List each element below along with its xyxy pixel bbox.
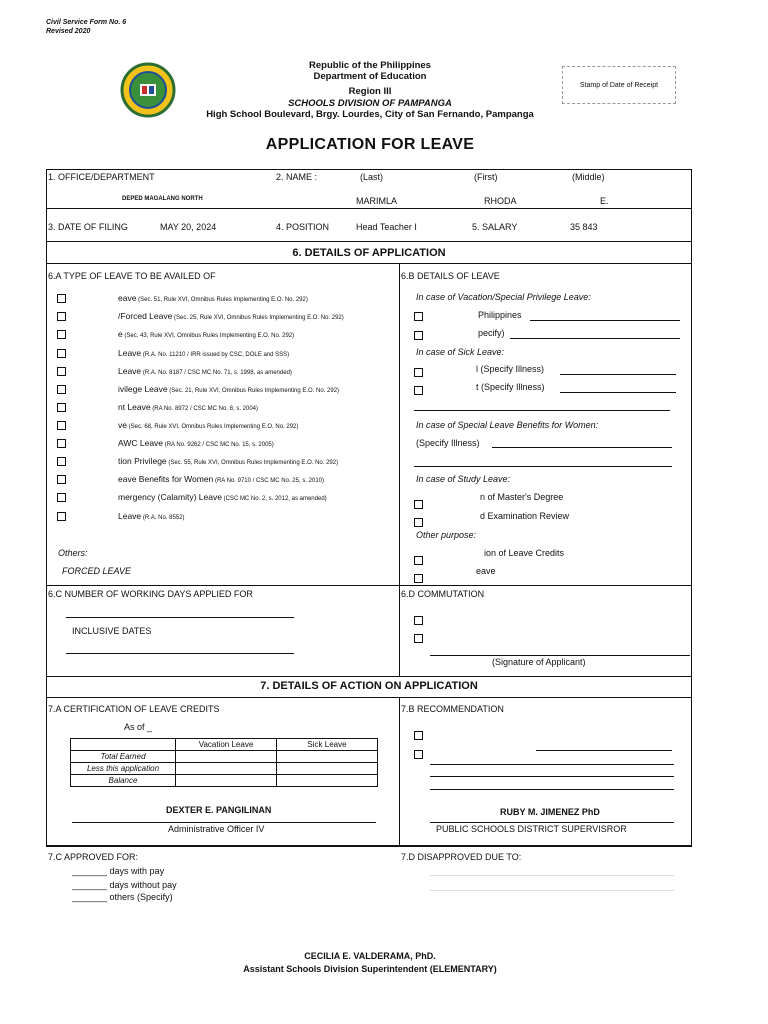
leave-type-legal-basis: (CSC MC No. 2, s. 2012, as amended) <box>221 496 327 502</box>
certifier-signature-line[interactable] <box>72 822 376 823</box>
signature-label: (Signature of Applicant) <box>492 657 586 667</box>
leave-type-legal-basis: (R.A. No. 8187 / CSC MC No. 71, s. 1998, as amended) <box>141 370 292 376</box>
section6d-label: 6.D COMMUTATION <box>401 589 485 599</box>
leave-type-label: eave Benefits for Women <box>118 474 214 484</box>
as-of-label: As of _ <box>124 722 153 732</box>
leave-type-item <box>118 492 327 504</box>
leave-type-label: mergency (Calamity) Leave <box>118 492 222 502</box>
leave-type-legal-basis: (RA No. 9262 / CSC MC No. 15, s. 2005) <box>163 442 274 448</box>
divider <box>46 846 692 847</box>
approver-name: CECILIA E. VALDERAMA, PhD. <box>304 951 436 961</box>
sick-extra-line[interactable] <box>414 410 670 411</box>
study-bar-review-checkbox[interactable] <box>414 518 423 527</box>
leave-type-legal-basis: (Sec. 51, Rule XVI, Omnibus Rules Implementing E.O. No. 292) <box>136 297 308 303</box>
table-row <box>71 775 378 787</box>
leave-type-legal-basis: (Sec. 68, Rule XVI, Omnibus Rules Implementing E.O. No. 292) <box>126 424 299 430</box>
leave-type-label: Leave <box>118 511 142 521</box>
section7a-label: 7.A CERTIFICATION OF LEAVE CREDITS <box>48 704 220 714</box>
vacation-opt2-label: pecify) <box>478 328 505 338</box>
section7c-label: 7.C APPROVED FOR: <box>48 852 139 862</box>
women-extra-line[interactable] <box>414 466 672 467</box>
women-opt-label: (Specify Illness) <box>416 438 480 448</box>
vacation-abroad-checkbox[interactable] <box>414 331 423 340</box>
sick-hospital-checkbox[interactable] <box>414 368 423 377</box>
divider <box>46 676 692 677</box>
header-division: SCHOOLS DIVISION OF PAMPANGA <box>288 98 452 109</box>
stamp-receipt-box: Stamp of Date of Receipt <box>562 66 676 104</box>
recommender-title: PUBLIC SCHOOLS DISTRICT SUPERVISROR <box>436 824 627 834</box>
leave-type-checkbox[interactable] <box>57 421 66 430</box>
other-opt2-label: eave <box>476 566 496 576</box>
leave-type-label: Leave <box>118 366 142 376</box>
deped-seal-logo <box>120 62 176 118</box>
leave-type-legal-basis: (RA No. 8972 / CSC MC No. 8, s. 2004) <box>150 406 259 412</box>
sick-balance-cell[interactable] <box>277 775 378 787</box>
leave-type-label: eave <box>118 293 137 303</box>
disapproved-reason-line-2[interactable] <box>430 890 674 891</box>
section6b-label: 6.B DETAILS OF LEAVE <box>401 271 500 281</box>
office-value[interactable]: DEPED MAGALANG NORTH <box>122 196 203 202</box>
last-name-value[interactable]: MARIMLA <box>356 196 398 206</box>
leave-type-item <box>118 474 324 486</box>
leave-type-item <box>118 329 294 341</box>
salary-value[interactable]: 35 843 <box>570 222 598 232</box>
leave-type-checkbox[interactable] <box>57 403 66 412</box>
leave-type-checkbox[interactable] <box>57 312 66 321</box>
position-label: 4. POSITION <box>276 222 330 232</box>
middle-name-value[interactable]: E. <box>600 196 609 206</box>
section7-title: 7. DETAILS OF ACTION ON APPLICATION <box>260 680 478 692</box>
inclusive-dates-line[interactable] <box>66 653 294 654</box>
sick-heading: In case of Sick Leave: <box>416 347 505 357</box>
recommendation-line-1[interactable] <box>430 764 674 765</box>
salary-label: 5. SALARY <box>472 222 518 232</box>
name-label: 2. NAME : <box>276 172 318 182</box>
leave-type-legal-basis: (Sec. 25, Rule XVI, Omnibus Rules Implementing E.O. No. 292) <box>172 315 344 321</box>
for-disapproval-checkbox[interactable] <box>414 750 423 759</box>
others-value[interactable]: FORCED LEAVE <box>62 566 132 576</box>
leave-type-label: ivilege Leave <box>118 384 168 394</box>
others-label: Others: <box>58 548 88 558</box>
recommendation-line-2[interactable] <box>430 776 674 777</box>
monetization-checkbox[interactable] <box>414 556 423 565</box>
first-name-label: (First) <box>474 172 498 182</box>
table-header: Vacation Leave <box>176 739 277 751</box>
leave-type-legal-basis: (Sec. 21, Rule XVI, Omnibus Rules Implementing E.O. No. 292) <box>167 388 340 394</box>
leave-type-checkbox[interactable] <box>57 512 66 521</box>
section7b-label: 7.B RECOMMENDATION <box>401 704 504 714</box>
divider <box>46 241 692 242</box>
table-header: Sick Leave <box>277 739 378 751</box>
sick-less-cell[interactable] <box>277 763 378 775</box>
leave-type-item <box>118 402 258 414</box>
sick-opt1-label: l (Specify Illness) <box>476 364 545 374</box>
leave-type-item <box>118 348 289 360</box>
form-number: Civil Service Form No. 6 Revised 2020 <box>46 19 127 35</box>
recommender-name: RUBY M. JIMENEZ PhD <box>500 807 600 817</box>
section6a-label: 6.A TYPE OF LEAVE TO BE AVAILED OF <box>48 271 216 281</box>
divider <box>46 263 692 264</box>
sick-opt2-label: t (Specify Illness) <box>476 382 545 392</box>
leave-type-checkbox[interactable] <box>57 294 66 303</box>
study-opt1-label: n of Master's Degree <box>480 492 564 502</box>
sick-hospital-line[interactable] <box>560 374 676 375</box>
section6-title: 6. DETAILS OF APPLICATION <box>292 247 446 259</box>
leave-type-checkbox[interactable] <box>57 367 66 376</box>
study-opt2-label: d Examination Review <box>480 511 570 521</box>
table-row <box>71 739 378 751</box>
table-row <box>71 763 378 775</box>
column-divider <box>399 698 400 846</box>
divider <box>46 697 692 698</box>
first-name-value[interactable]: RHODA <box>484 196 517 206</box>
leave-type-item <box>118 456 338 468</box>
leave-type-label: tion Privilege <box>118 456 167 466</box>
leave-type-label: /Forced Leave <box>118 311 173 321</box>
leave-type-item <box>118 366 292 378</box>
leave-type-label: AWC Leave <box>118 438 164 448</box>
disapproval-reason-line[interactable] <box>536 750 672 751</box>
form-title: APPLICATION FOR LEAVE <box>265 136 475 153</box>
vacation-opt1-label: Philippines <box>478 310 522 320</box>
others-specify[interactable]: _______ others (Specify) <box>72 892 173 902</box>
leave-type-checkbox[interactable] <box>57 493 66 502</box>
leave-type-legal-basis: (Sec. 43, Rule XVI, Omnibus Rules Implementing E.O. No. 292) <box>122 333 295 339</box>
other-purpose-label: Other purpose: <box>416 530 477 540</box>
column-divider <box>399 264 400 676</box>
leave-type-item <box>118 420 298 432</box>
women-line[interactable] <box>492 447 672 448</box>
vacation-total-earned-cell[interactable] <box>176 751 277 763</box>
vacation-abroad-line[interactable] <box>510 338 680 339</box>
leave-type-item <box>118 438 274 450</box>
section6c-label: 6.C NUMBER OF WORKING DAYS APPLIED FOR <box>48 589 253 599</box>
leave-type-item <box>118 511 185 523</box>
table-row <box>71 751 378 763</box>
sick-outpatient-line[interactable] <box>560 392 676 393</box>
study-masters-checkbox[interactable] <box>414 500 423 509</box>
leave-type-checkbox[interactable] <box>57 457 66 466</box>
leave-type-label: nt Leave <box>118 402 151 412</box>
leave-type-label: Leave <box>118 348 142 358</box>
certifier-title: Administrative Officer IV <box>168 824 265 834</box>
study-heading: In case of Study Leave: <box>416 474 511 484</box>
for-approval-checkbox[interactable] <box>414 731 423 740</box>
inclusive-dates-label: INCLUSIVE DATES <box>72 626 152 636</box>
days-without-pay[interactable]: _______ days without pay <box>72 880 177 890</box>
commutation-requested-checkbox[interactable] <box>414 634 423 643</box>
header-region: Region III <box>348 86 392 97</box>
disapproved-reason-line-1[interactable] <box>430 875 674 876</box>
other-opt1-label: ion of Leave Credits <box>484 548 565 558</box>
leave-type-legal-basis: (RA No. 9710 / CSC MC No. 25, s. 2010) <box>213 478 324 484</box>
leave-type-label: e <box>118 329 123 339</box>
header-republic: Republic of the Philippines <box>309 60 431 71</box>
recommendation-line-3[interactable] <box>430 789 674 790</box>
days-with-pay[interactable]: _______ days with pay <box>72 866 165 876</box>
terminal-leave-checkbox[interactable] <box>414 574 423 583</box>
leave-type-checkbox[interactable] <box>57 349 66 358</box>
women-heading: In case of Special Leave Benefits for Women: <box>416 420 599 430</box>
header-department: Department of Education <box>313 71 427 82</box>
divider <box>46 208 692 209</box>
section7d-label: 7.D DISAPPROVED DUE TO: <box>401 852 522 862</box>
leave-credits-table <box>70 738 378 787</box>
leave-type-checkbox[interactable] <box>57 385 66 394</box>
applicant-signature-line[interactable] <box>430 655 690 656</box>
leave-type-item <box>118 293 308 305</box>
leave-type-checkbox[interactable] <box>57 439 66 448</box>
leave-type-item <box>118 311 344 323</box>
vacation-balance-cell[interactable] <box>176 775 277 787</box>
vacation-less-cell[interactable] <box>176 763 277 775</box>
commutation-not-requested-checkbox[interactable] <box>414 616 423 625</box>
leave-type-legal-basis: (R.A. No. 11210 / IRR issued by CSC, DOLE and SSS) <box>141 352 290 358</box>
date-filing-label: 3. DATE OF FILING <box>48 222 128 232</box>
recommender-signature-line[interactable] <box>430 822 674 823</box>
divider <box>46 585 692 586</box>
vacation-within-checkbox[interactable] <box>414 312 423 321</box>
row-label: Less this application <box>71 763 176 775</box>
office-label: 1. OFFICE/DEPARTMENT <box>48 172 155 182</box>
vacation-within-line[interactable] <box>530 320 680 321</box>
middle-name-label: (Middle) <box>572 172 605 182</box>
row-label: Total Earned <box>71 751 176 763</box>
leave-type-legal-basis: (R.A. No. 8552) <box>141 515 185 521</box>
leave-type-legal-basis: (Sec. 55, Rule XVI, Omnibus Rules Implementing E.O. No. 292) <box>166 460 339 466</box>
position-value[interactable]: Head Teacher I <box>356 222 417 232</box>
vacation-heading: In case of Vacation/Special Privilege Leave: <box>416 292 591 302</box>
leave-type-checkbox[interactable] <box>57 475 66 484</box>
leave-type-item <box>118 384 339 396</box>
certifier-name: DEXTER E. PANGILINAN <box>166 805 272 815</box>
sick-total-earned-cell[interactable] <box>277 751 378 763</box>
last-name-label: (Last) <box>360 172 384 182</box>
leave-type-checkbox[interactable] <box>57 330 66 339</box>
approver-title: Assistant Schools Division Superintendent (ELEMENTARY) <box>243 964 497 974</box>
row-label: Balance <box>71 775 176 787</box>
header-address: High School Boulevard, Brgy. Lourdes, City of San Fernando, Pampanga <box>206 109 534 120</box>
leave-type-label: ve <box>118 420 127 430</box>
sick-outpatient-checkbox[interactable] <box>414 386 423 395</box>
date-filing-value[interactable]: MAY 20, 2024 <box>160 222 217 232</box>
working-days-line[interactable] <box>66 617 294 618</box>
